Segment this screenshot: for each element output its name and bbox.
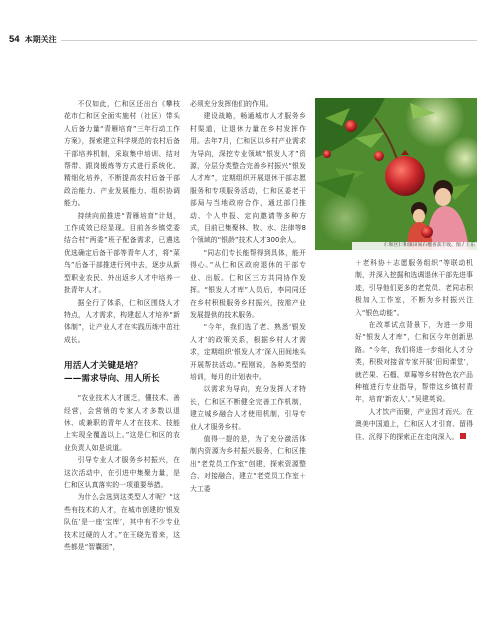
photo-caption: 仁和区仁和镇田间石榴喜获丰收。图 / 王东 (352, 242, 477, 250)
paragraph: 持续向前推进“青雁培育”计划，工作成效已经显现。目前各乡镇党委结合村“两委”班子配备需求，已遴选优选确定后备干部等青年人才，将“菜鸟”后备干部推进行列中去，逐步从新型职业农民、外出返乡人才中培养一批青年人才。 (64, 211, 180, 295)
pomegranate-orchard-illustration (315, 98, 477, 250)
paragraph: “同志们专长能帮得到具体，能开得心。”从仁和区政府退休的干部专业、出版。仁和区三方共同协作发挥。“银发人才库”人员后，李同同还在乡村积极服务乡村振兴，按需产业发展提供的技术服务。 (190, 248, 306, 319)
paragraph: “农业技术人才匮乏，懂技术、善经营，会营销的专家人才多数以退休、或兼职的青年人才在技术、技能上实现全覆盖以上。”这是仁和区的农业负责人如是说道。 (64, 394, 180, 452)
paragraph: 不仅如此，仁和区还出台《攀枝花市仁和区全面实施村（社区）带头人后备力量“青雁培育”三年行动工作方案》，探索建立科学规范的农村后备干部培养机制，采取集中培训、结对帮带、跟岗锻炼等方式进行系统化、精细化培养，不断提高农村后备干部政治能力、产业发展能力、组织协调能力。 (64, 100, 180, 208)
paragraph: 为什么会选到这类型人才呢？“这些有技术的人才，在城市创建的‘银发队伍’是一座‘宝库’，其中有不少专业技术过硬的人才。”在王晓先看来，这些都是“智囊团”， (64, 493, 180, 551)
paragraph: 值得一提的是，为了充分激活体制内资源为乡村振兴服务，仁和区推出“老党员工作室”创建，探索资源整合、对接融合，建立“老党员工作室＋大工委 (190, 434, 306, 493)
paragraph: 建设战略，畅通城市人才服务乡村渠道，让退休力量在乡村发挥作用。去年7月，仁和区以乡村产业需求为导向，深挖专业领域“银发人才”资源，分层分类整合完善乡村振兴“银发人才库”，定期组织开展退休干部志愿服务和专项服务活动，仁和区委老干部局与当地政府合作，通过部门推动、个人申报、定向邀请等多种方式，目前已集聚林、牧、水、法律等8个领域的“银龄”技术人才300余人。 (190, 112, 306, 245)
text-column-1 (64, 98, 180, 553)
subheading-line-2: ——需求导向、用人所长 (64, 374, 160, 385)
paragraph: “今年，我们选了老、熟悉‘银发人才’的政策关系，根据乡村人才需求，定期组织‘银发人才’深入田间地头开展帮扶活动。”程刚说，各种类型的培训，每月的计划表中。 (190, 323, 306, 381)
paragraph-text: 人才饮产而聚，产业因才而兴。在澳美中国道上，仁和区人才引育、留得住、沉得下的探索正在走向深入。 (355, 407, 473, 441)
article-end-mark (460, 433, 466, 439)
subheading-line-1: 用活人才关键是培？ (64, 361, 143, 372)
text-column-3 (355, 257, 473, 443)
section-subheading (64, 360, 180, 386)
paragraph-final (355, 406, 473, 443)
paragraph: 引导专业人才服务乡村振兴，在这次活动中，在引进中集聚力量，是仁和区认真落实的一项重要举措。 (64, 456, 180, 489)
text-column-2 (190, 98, 306, 495)
header-rule (61, 40, 477, 41)
pomegranate (385, 156, 425, 196)
page-header (9, 32, 57, 46)
paragraph: 在改革试点背景下，为进一步用好“银发人才库”，仁和区今年创新思路。“今年，我们将进一步细化人才分类，积极对接省专家开展‘田间课堂’，就芒果、石榴、草莓等乡村特色农产品种植进行专业指导，帮带这乡镇村青年，培育‘新农人’。”吴建英说。 (355, 321, 473, 404)
paragraph: 据全行了体系，仁和区围绕人才特点，人才需求，构建起人才培养“新体制”，让产业人才在实践历练中茁壮成长。 (64, 298, 180, 344)
page-number: 54 (9, 33, 20, 45)
section-title: 本期关注 (24, 34, 57, 44)
paragraph: 以需求为导向，充分发挥人才特长，仁和区不断健全完善工作机制，建立城乡融合人才使用机制，引导专业人才服务乡村。 (190, 385, 306, 431)
harvest-photo (315, 98, 477, 250)
paragraph: ＋老科协＋志愿服务组织”等联动机制，并深入挖掘和选调退休干部先进事迹，引导他们更多的老党员、老同志积极加入工作室，不断为乡村振兴注入“银色动能”。 (355, 259, 473, 317)
paragraph: 必须充分发挥他们的作用。 (190, 100, 273, 108)
